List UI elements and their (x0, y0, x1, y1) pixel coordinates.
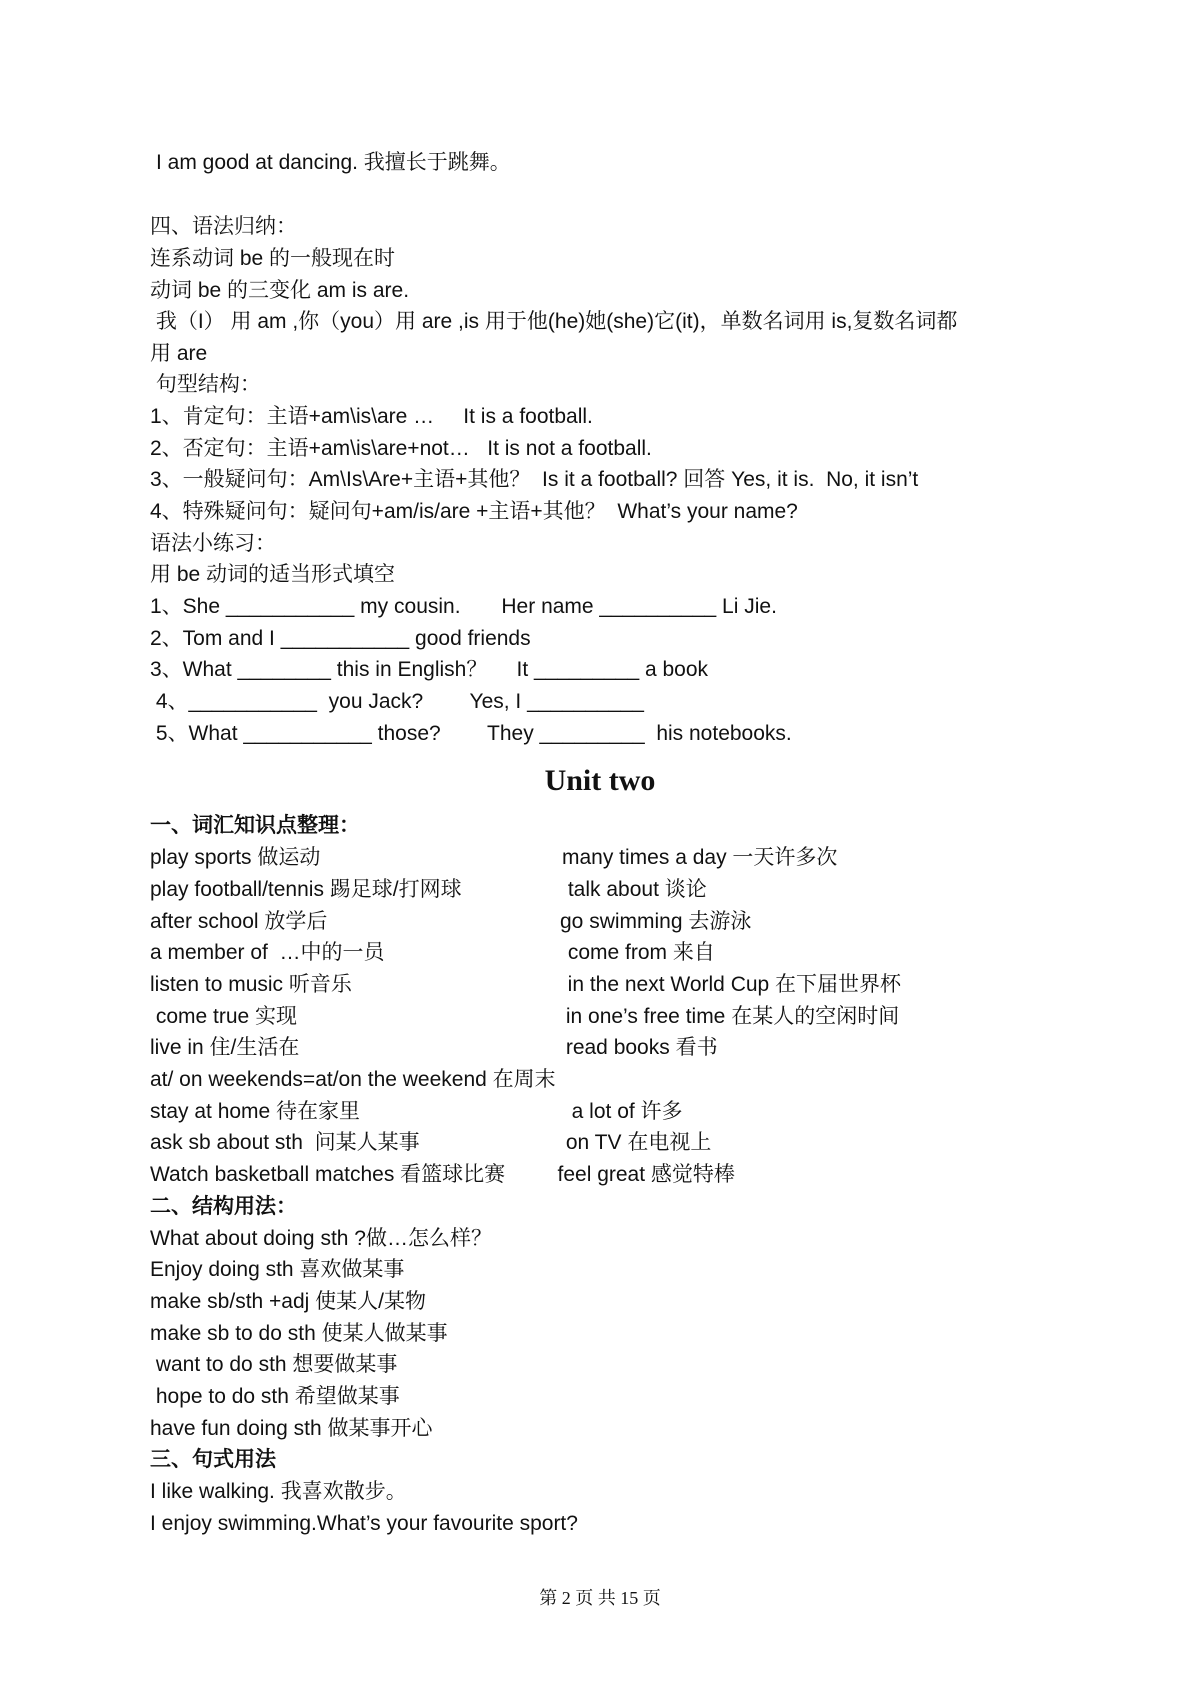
structures-heading: 二、结构用法： (150, 1195, 297, 1218)
unit-title: Unit two (544, 764, 656, 797)
vocab-item: listen to music 听音乐 (150, 973, 352, 996)
vocab-item: a lot of 许多 (560, 1100, 683, 1123)
structure-item: make sb/sth +adj 使某人/某物 (150, 1290, 427, 1313)
grammar-line: 动词 be 的三变化 am is are. (150, 279, 410, 302)
vocab-item: come from 来自 (562, 941, 715, 964)
exercise-line: 1、She ___________ my cousin. Her name __________ Li Jie. (150, 595, 777, 618)
grammar-line: 用 are (150, 342, 208, 365)
vocab-item: read books 看书 (560, 1036, 718, 1059)
vocab-item: a member of …中的一员 (150, 941, 385, 964)
vocab-item: go swimming 去游泳 (560, 910, 752, 933)
structure-item: want to do sth 想要做某事 (150, 1353, 398, 1376)
vocab-item: live in 住/生活在 (150, 1036, 300, 1059)
sentences-heading: 三、句式用法 (150, 1448, 276, 1471)
page-footer: 第 2 页 共 15 页 (539, 1588, 661, 1608)
grammar-line: 1、肯定句：主语+am\is\are … It is a football. (150, 405, 593, 428)
sentence-item: I like walking. 我喜欢散步。 (150, 1480, 407, 1503)
exercise-line: 3、What ________ this in English？ It _________ a book (150, 658, 709, 681)
exercise-line: 5、What ___________ those? They _________ his notebooks. (150, 722, 792, 745)
vocab-item: feel great 感觉特棒 (540, 1163, 735, 1186)
vocab-item: on TV 在电视上 (560, 1131, 712, 1154)
structure-item: hope to do sth 希望做某事 (150, 1385, 400, 1408)
sentence-good-at-dancing: I am good at dancing. 我擅长于跳舞。 (156, 151, 511, 174)
structure-item: Enjoy doing sth 喜欢做某事 (150, 1258, 405, 1281)
sentence-item: I enjoy swimming.What’s your favourite sport? (150, 1512, 578, 1535)
vocab-item: come true 实现 (150, 1005, 298, 1028)
grammar-heading: 四、语法归纳： (150, 215, 297, 238)
vocab-item: in one’s free time 在某人的空闲时间 (560, 1005, 900, 1028)
exercise-line: 2、Tom and I ___________ good friends (150, 627, 531, 650)
grammar-line: 3、一般疑问句：Am\Is\Are+主语+其他？ Is it a football? 回答 Yes, it is. No, it isn’t (150, 468, 919, 491)
vocab-item: play football/tennis 踢足球/打网球 (150, 878, 462, 901)
grammar-line: 语法小练习： (150, 532, 276, 555)
grammar-line: 用 be 动词的适当形式填空 (150, 563, 396, 586)
grammar-line: 4、特殊疑问句：疑问句+am/is/are +主语+其他？ What’s your name? (150, 500, 798, 523)
vocab-item: in the next World Cup 在下届世界杯 (556, 973, 902, 996)
structure-item: make sb to do sth 使某人做某事 (150, 1322, 448, 1345)
vocab-item: play sports 做运动 (150, 846, 321, 869)
grammar-line: 我（I） 用 am ,你（you）用 are ,is 用于他(he)她(she)它(it)，单数名词用 is,复数名词都 (150, 310, 958, 333)
structure-item: What about doing sth ?做…怎么样？ (150, 1227, 492, 1250)
structure-item: have fun doing sth 做某事开心 (150, 1417, 433, 1440)
vocab-item: ask sb about sth 问某人某事 (150, 1131, 420, 1154)
grammar-line: 2、否定句：主语+am\is\are+not… It is not a football. (150, 437, 652, 460)
vocab-item: many times a day 一天许多次 (562, 846, 838, 869)
vocab-heading: 一、词汇知识点整理： (150, 814, 360, 837)
vocab-item: stay at home 待在家里 (150, 1100, 361, 1123)
grammar-line: 连系动词 be 的一般现在时 (150, 247, 396, 270)
grammar-line: 句型结构： (150, 373, 261, 396)
exercise-line: 4、___________ you Jack? Yes, I __________ (150, 690, 644, 713)
vocab-item: Watch basketball matches 看篮球比赛 (150, 1163, 506, 1186)
vocab-item: after school 放学后 (150, 910, 328, 933)
vocab-item: at/ on weekends=at/on the weekend 在周末 (150, 1068, 556, 1091)
vocab-item: talk about 谈论 (562, 878, 707, 901)
